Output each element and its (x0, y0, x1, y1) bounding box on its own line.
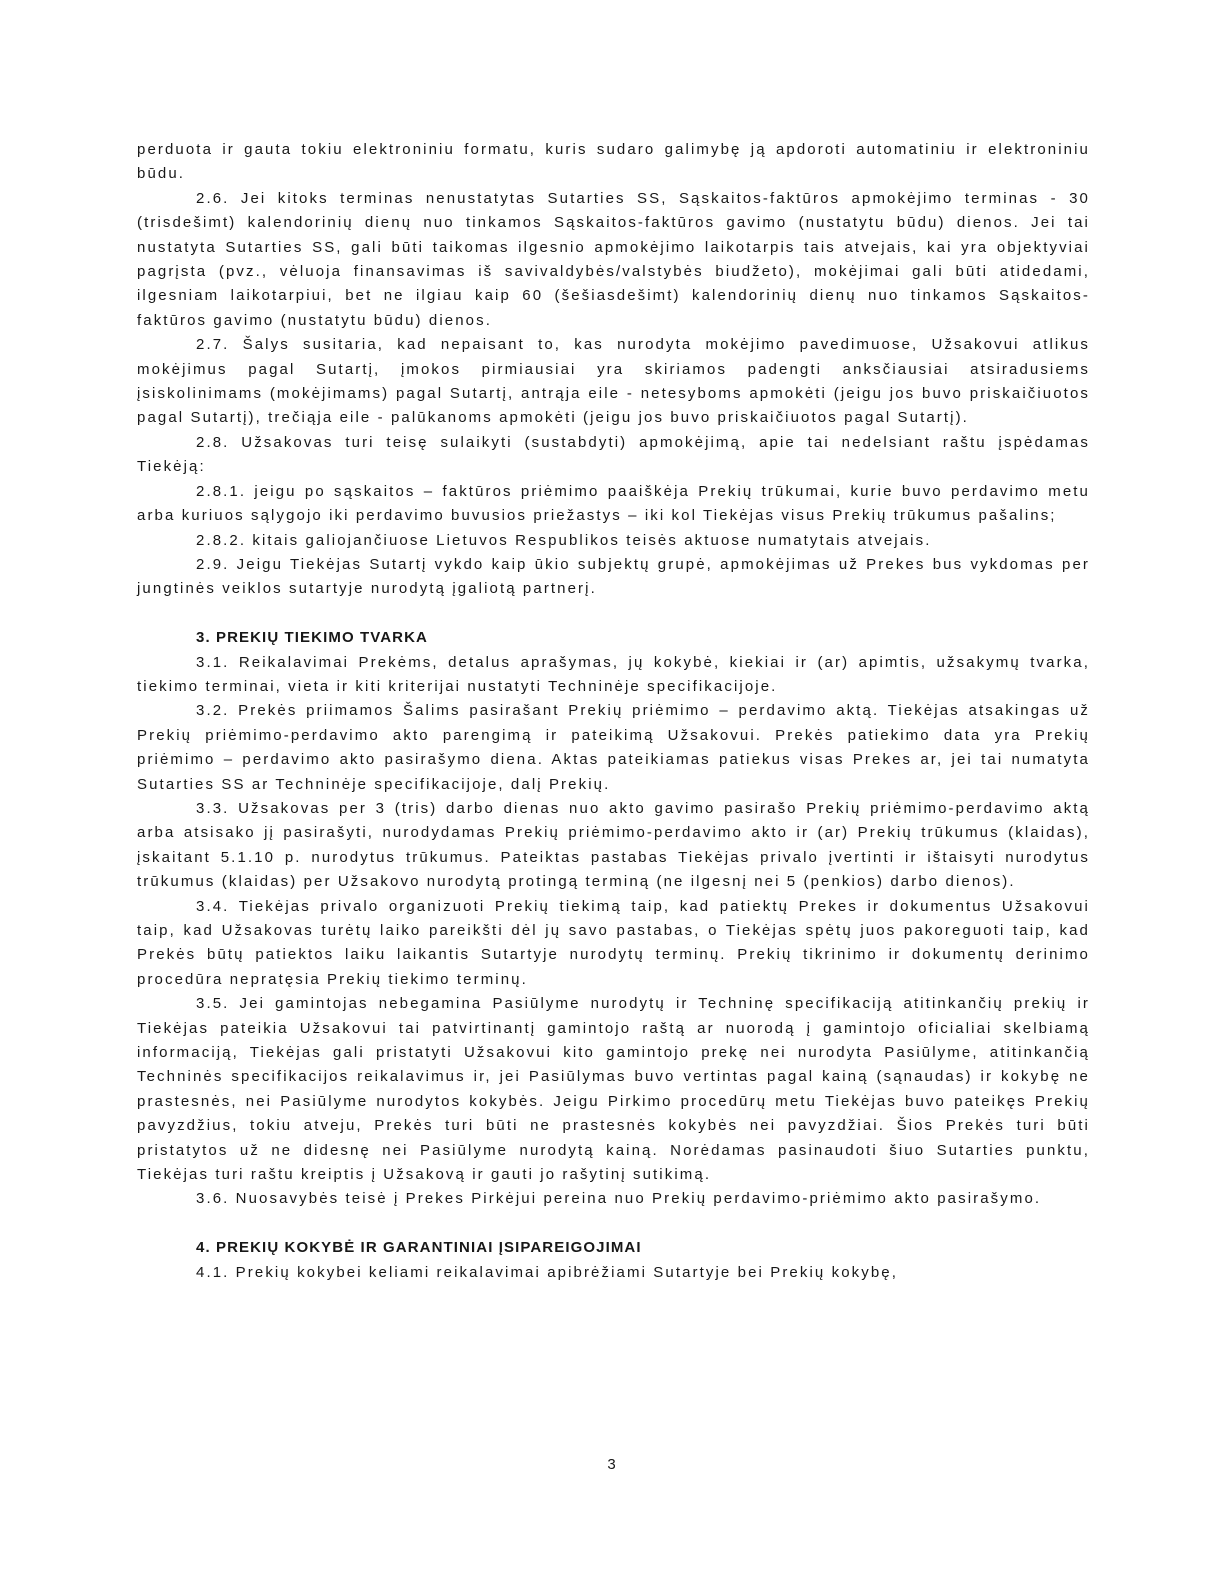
paragraph: 3.2. Prekės priimamos Šalims pasirašant Prekių priėmimo – perdavimo aktą. Tiekėjas atsakingas už Prekių priėmimo-perdavimo akto parengimą ir pateikimą Užsakovui. Prekės patiekimo data yra Prekių priėmimo – perdavimo akto pasirašymo diena. Aktas pateikiamas patiekus visas Prekes ar, jei tai numatyta Sutarties SS ar Techninėje specifikacijoje, dalį Prekių. (137, 702, 1090, 793)
paragraph: 2.8.2. kitais galiojančiuose Lietuvos Respublikos teisės aktuose numatytais atvejais. (196, 531, 932, 549)
paragraph: 3.5. Jei gamintojas nebegamina Pasiūlyme nurodytų ir Techninę specifikaciją atitinkančių prekių ir Tiekėjas pateikia Užsakovui tai patvirtinantį gamintojo raštą ar nuorodą į gamintojo oficialiai skelbiamą informaciją, Tiekėjas gali pristatyti Užsakovui kito gamintojo prekę nei nurodyta Pasiūlyme, atitinkančią Techninės specifikacijos reikalavimus ir, jei Pasiūlymas buvo vertintas pagal kainą (sąnaudas) ir kokybę ne prastesnės, nei Pasiūlyme nurodytos kokybės. Jeigu Pirkimo procedūrų metu Tiekėjas buvo pateikęs Prekių pavyzdžius, tokiu atveju, Prekės turi būti ne prastesnės kokybės nei pavyzdžiai. Šios Prekės turi būti pristatytos už ne didesnę nei Pasiūlyme nurodytą kainą. Norėdamas pasinaudoti šiuo Sutarties punktu, Tiekėjas turi raštu kreiptis į Užsakovą ir gauti jo rašytinį sutikimą. (137, 995, 1090, 1184)
paragraph: perduota ir gauta tokiu elektroniniu formatu, kuris sudaro galimybę ją apdoroti automatiniu ir elektroniniu būdu. (137, 141, 1090, 183)
paragraph: 4.1. Prekių kokybei keliami reikalavimai apibrėžiami Sutartyje bei Prekių kokybę, (196, 1263, 898, 1281)
section-heading: 3. PREKIŲ TIEKIMO TVARKA (196, 629, 428, 647)
section-heading: 4. PREKIŲ KOKYBĖ IR GARANTINIAI ĮSIPAREIGOJIMAI (196, 1239, 642, 1257)
paragraph: 3.3. Užsakovas per 3 (tris) darbo dienas nuo akto gavimo pasirašo Prekių priėmimo-perdavimo aktą arba atsisako jį pasirašyti, nurodydamas Prekių priėmimo-perdavimo akto ir (ar) Prekių trūkumus (klaidas), įskaitant 5.1.10 p. nurodytus trūkumus. Pateiktas pastabas Tiekėjas privalo įvertinti ir ištaisyti nurodytus trūkumus (klaidas) per Užsakovo nurodytą protingą terminą (ne ilgesnį nei 5 (penkios) darbo dienos). (137, 799, 1090, 891)
paragraph: 2.9. Jeigu Tiekėjas Sutartį vykdo kaip ūkio subjektų grupė, apmokėjimas už Prekes bus vykdomas per jungtinės veiklos sutartyje nurodytą įgaliotą partnerį. (137, 555, 1090, 598)
paragraph: 2.6. Jei kitoks terminas nenustatytas Sutarties SS, Sąskaitos-faktūros apmokėjimo terminas - 30 (trisdešimt) kalendorinių dienų nuo tinkamos Sąskaitos-faktūros gavimo (nustatytu būdu) dienos. Jei tai nustatyta Sutarties SS, gali būti taikomas ilgesnio apmokėjimo laikotarpis tais atvejais, kai yra objektyviai pagrįsta (pvz., vėluoja finansavimas iš savivaldybės/valstybės biudžeto), mokėjimai gali būti atidedami, ilgesniam laikotarpiui, bet ne ilgiau kaip 60 (šešiasdešimt) kalendorinių dienų nuo tinkamos Sąskaitos-faktūros gavimo (nustatytu būdu) dienos. (137, 189, 1090, 329)
page-number: 3 (607, 1456, 617, 1473)
paragraph: 2.8. Užsakovas turi teisę sulaikyti (sustabdyti) apmokėjimą, apie tai nedelsiant raštu įspėdamas Tiekėją: (137, 433, 1090, 476)
paragraph: 2.7. Šalys susitaria, kad nepaisant to, kas nurodyta mokėjimo pavedimuose, Užsakovui atlikus mokėjimus pagal Sutartį, įmokos pirmiausiai yra skiriamos padengti anksčiausiai atsiradusiems įsiskolinimams (mokėjimams) pagal Sutartį, antrąja eile - netesyboms apmokėti (jeigu jos buvo priskaičiuotos pagal Sutartį), trečiąja eile - palūkanoms apmokėti (jeigu jos buvo priskaičiuotos pagal Sutartį). (137, 336, 1090, 427)
paragraph: 3.1. Reikalavimai Prekėms, detalus aprašymas, jų kokybė, kiekiai ir (ar) apimtis, užsakymų tvarka, tiekimo terminai, vieta ir kiti kriterijai nustatyti Techninėje specifikacijoje. (137, 653, 1090, 695)
paragraph: 3.4. Tiekėjas privalo organizuoti Prekių tiekimą taip, kad patiektų Prekes ir dokumentus Užsakovui taip, kad Užsakovas turėtų laiko pareikšti dėl jų savo pastabas, o Tiekėjas spėtų juos pakoreguoti taip, kad Prekės būtų patiektos laiku laikantis Sutartyje nurodytų terminų. Prekių tikrinimo ir dokumentų derinimo procedūra nepratęsia Prekių tiekimo terminų. (137, 897, 1090, 988)
paragraph: 3.6. Nuosavybės teisė į Prekes Pirkėjui pereina nuo Prekių perdavimo-priėmimo akto pasirašymo. (196, 1190, 1042, 1208)
paragraph: 2.8.1. jeigu po sąskaitos – faktūros priėmimo paaiškėja Prekių trūkumai, kurie buvo perdavimo metu arba kuriuos sąlygojo iki perdavimo buvusios priežastys – iki kol Tiekėjas visus Prekių trūkumus pašalins; (137, 482, 1090, 525)
document-body (137, 138, 1090, 1285)
